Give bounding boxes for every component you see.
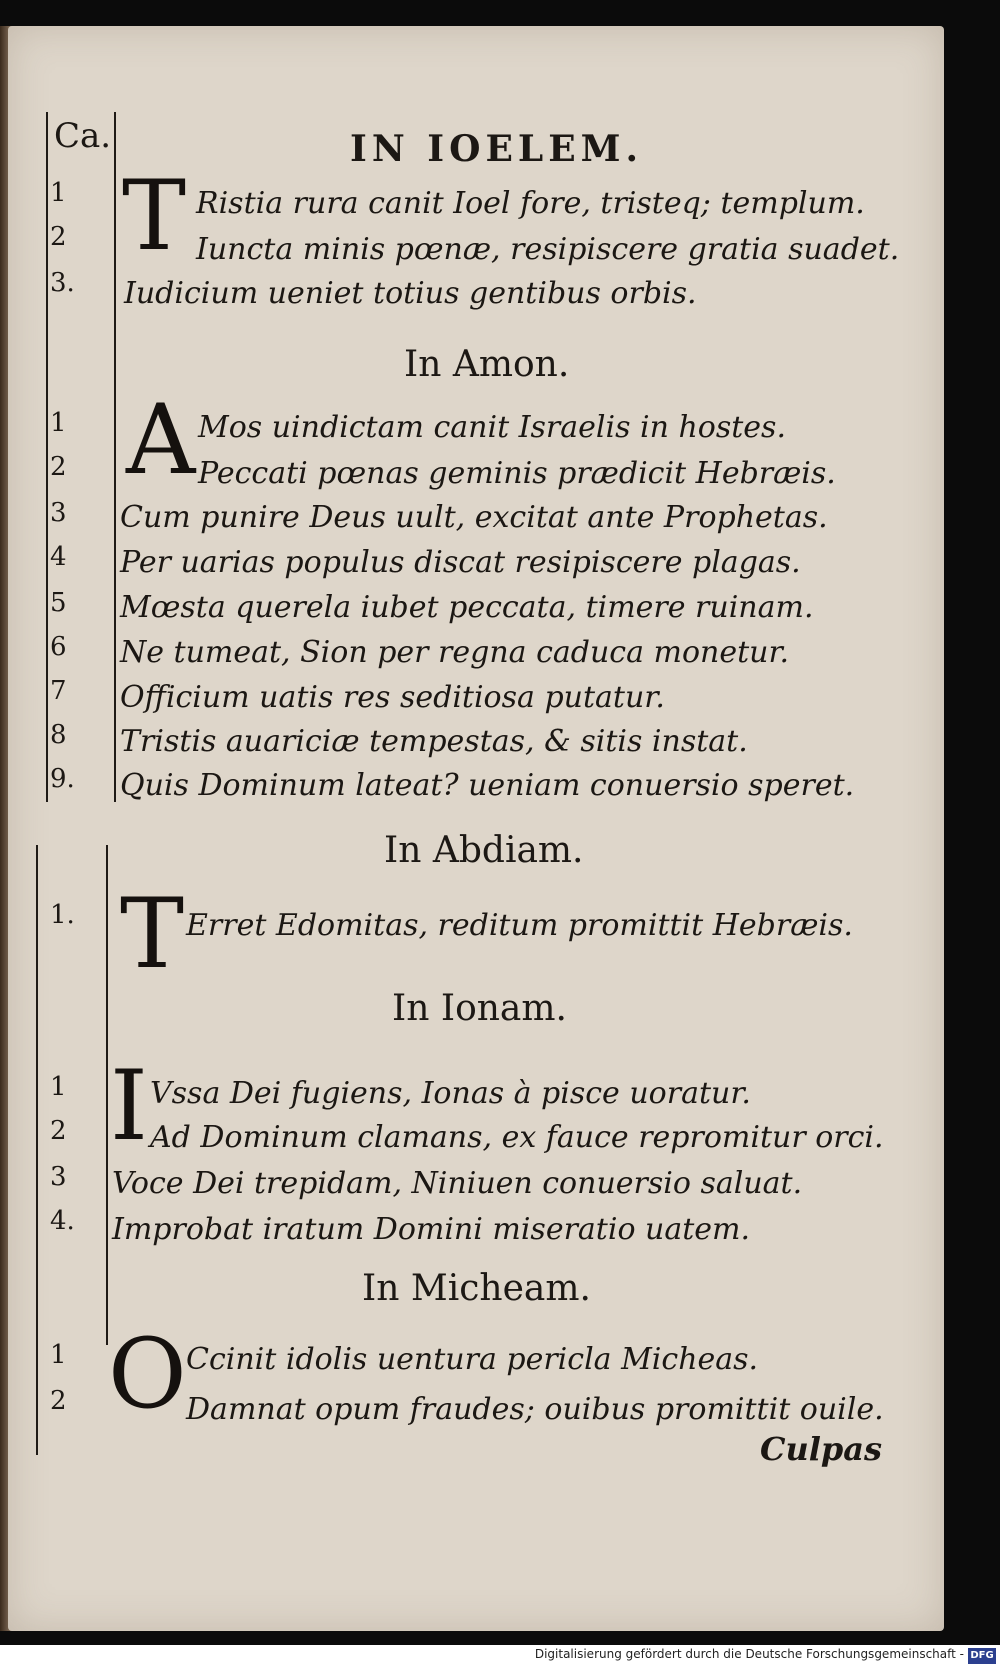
verse-line: Peccati pœnas geminis prædicit Hebræis.	[198, 456, 836, 491]
verse-line: Tristis auariciæ tempestas, & sitis instat.	[120, 724, 748, 759]
verse-number: 4	[50, 542, 67, 572]
verse-line: Mos uindictam canit Israelis in hostes.	[198, 410, 786, 445]
verse-number: 2	[50, 452, 67, 482]
running-head: IN IOELEM.	[350, 128, 644, 170]
verse-number: 3.	[50, 268, 75, 298]
verse-number: 1	[50, 1072, 67, 1102]
verse-number: 2	[50, 1386, 67, 1416]
verse-line: Quis Dominum lateat? ueniam conuersio speret.	[120, 768, 855, 803]
margin-rule-right-lower	[106, 845, 108, 1345]
chapter-column-label: Ca.	[54, 116, 112, 156]
verse-number: 2	[50, 222, 67, 252]
verse-line: Ad Dominum clamans, ex fauce repromitur orci.	[150, 1120, 884, 1155]
section-title: In Micheam.	[362, 1268, 591, 1309]
drop-cap: I	[110, 1050, 148, 1162]
verse-number: 9.	[50, 764, 75, 794]
verse-line: Cum punire Deus uult, excitat ante Prophetas.	[120, 500, 828, 535]
verse-line: Improbat iratum Domini miseratio uatem.	[112, 1212, 751, 1247]
section-title: In Abdiam.	[384, 830, 584, 871]
drop-cap: T	[120, 878, 185, 990]
digitization-footer	[0, 1645, 1000, 1667]
dfg-logo: DFG	[968, 1648, 996, 1664]
verse-number: 8	[50, 720, 67, 750]
verse-line: Damnat opum fraudes; ouibus promittit ouile.	[186, 1392, 884, 1427]
verse-number: 1	[50, 1340, 67, 1370]
verse-number: 1.	[50, 900, 75, 930]
verse-line: Iuncta minis pœnæ, resipiscere gratia suadet.	[196, 232, 900, 267]
margin-rule-right	[114, 112, 116, 802]
verse-line: Ristia rura canit Ioel fore, tristeq; templum.	[196, 186, 865, 221]
margin-rule-left	[46, 112, 48, 802]
verse-number: 4.	[50, 1206, 75, 1236]
drop-cap: A	[126, 384, 196, 496]
verse-line: Voce Dei trepidam, Niniuen conuersio saluat.	[112, 1166, 803, 1201]
verse-number: 7	[50, 676, 67, 706]
verse-number: 1	[50, 178, 67, 208]
footer-credit: Digitalisierung gefördert durch die Deutsche Forschungsgemeinschaft -	[534, 1647, 964, 1661]
verse-number: 3	[50, 498, 67, 528]
section-title: In Amon.	[404, 344, 570, 385]
verse-number: 3	[50, 1162, 67, 1192]
verse-line: Ccinit idolis uentura pericla Micheas.	[186, 1342, 759, 1377]
verse-number: 2	[50, 1116, 67, 1146]
drop-cap: T	[122, 160, 187, 272]
catchword: Culpas	[760, 1430, 883, 1468]
verse-line: Mœsta querela iubet peccata, timere ruinam.	[120, 590, 814, 625]
drop-cap: O	[108, 1318, 187, 1430]
verse-line: Iudicium ueniet totius gentibus orbis.	[124, 276, 697, 311]
verse-number: 5	[50, 588, 67, 618]
verse-line: Erret Edomitas, reditum promittit Hebræis.	[186, 908, 853, 943]
verse-line: Vssa Dei fugiens, Ionas à pisce uoratur.	[150, 1076, 751, 1111]
section-title: In Ionam.	[392, 988, 567, 1029]
verse-line: Officium uatis res seditiosa putatur.	[120, 680, 665, 715]
verse-line: Per uarias populus discat resipiscere plagas.	[120, 545, 801, 580]
verse-number: 1	[50, 408, 67, 438]
verse-number: 6	[50, 632, 67, 662]
margin-rule-left-lower	[36, 845, 38, 1455]
verse-line: Ne tumeat, Sion per regna caduca monetur.	[120, 635, 790, 670]
